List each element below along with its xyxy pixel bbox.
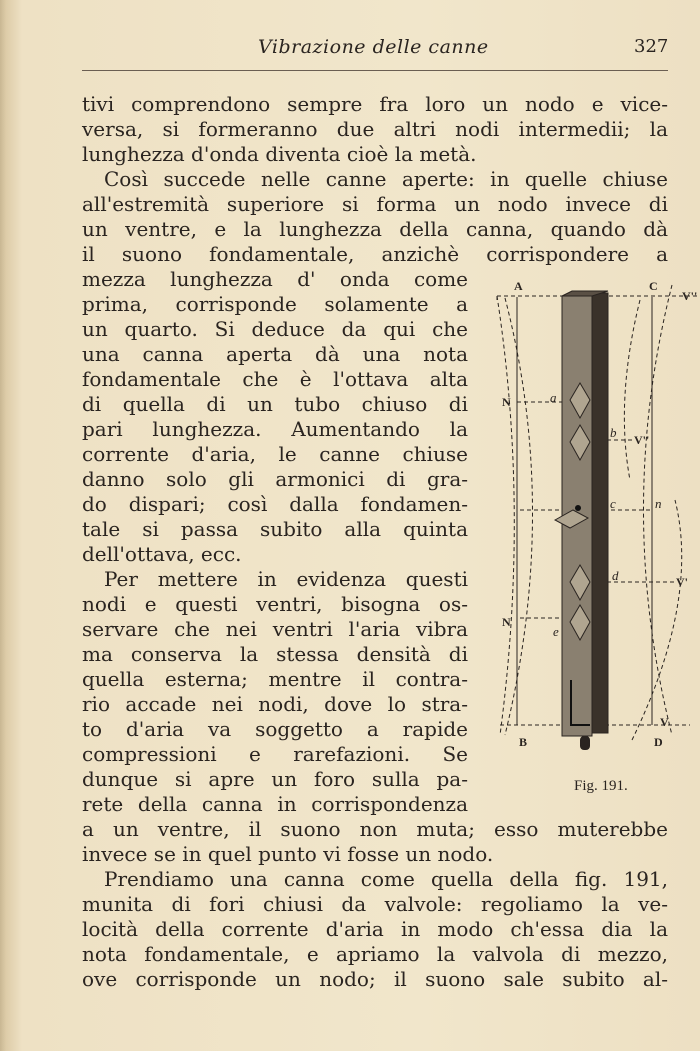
label-a: a <box>550 390 557 405</box>
label-D: D <box>654 735 663 749</box>
label-e: e <box>553 624 559 639</box>
text-line: rio accade nei nodi, dove lo stra- <box>82 692 468 716</box>
text-line: una canna aperta dà una nota <box>82 342 468 366</box>
text-line: Per mettere in evidenza questi <box>104 567 468 591</box>
text-line: to d'aria va soggetto a rapide <box>82 717 468 741</box>
label-V-prime: V' <box>676 575 688 589</box>
text-line: rete della canna in corrispondenza <box>82 792 468 816</box>
text-line: nota fondamentale, e apriamo la valvola di mezzo, <box>82 942 668 966</box>
text-line: nodi e questi ventri, bisogna os- <box>82 592 468 616</box>
node-curve <box>505 298 533 735</box>
label-d: d <box>612 568 619 583</box>
text-line: servare che nei ventri l'aria vibra <box>82 617 468 641</box>
text-line: un ventre, e la lunghezza della canna, quando dà <box>82 217 668 241</box>
label-c: c <box>610 496 616 511</box>
text-line: danno solo gli armonici di gra- <box>82 467 468 491</box>
label-B: B <box>519 735 528 749</box>
text-line: tivi comprendono sempre fra loro un nodo e vice- <box>82 92 668 116</box>
text-line: dunque si apre un foro sulla pa- <box>82 767 468 791</box>
label-A: A <box>514 279 523 293</box>
label-b: b <box>610 425 617 440</box>
label-N-upper: N <box>502 395 511 409</box>
text-line: pari lunghezza. Aumentando la <box>82 417 468 441</box>
page-number: 327 <box>634 36 669 57</box>
text-line: do dispari; così dalla fondamen- <box>82 492 468 516</box>
organ-pipe <box>555 291 608 750</box>
text-line: Prendiamo una canna come quella della fig. 191, <box>104 867 668 891</box>
text-line: corrente d'aria, le canne chiuse <box>82 442 468 466</box>
figure-caption: Fig. 191. <box>574 778 628 794</box>
label-C: C <box>649 279 658 293</box>
text-line: tale si passa subito alla quinta <box>82 517 468 541</box>
text-line: quella esterna; mentre il contra- <box>82 667 468 691</box>
text-line: dell'ottava, ecc. <box>82 542 242 566</box>
text-line: il suono fondamentale, anzichè corrispondere a <box>82 242 668 266</box>
text-line: un quarto. Si deduce da qui che <box>82 317 468 341</box>
text-line: a un ventre, il suono non muta; esso muterebbe <box>82 817 668 841</box>
text-line: lunghezza d'onda diventa cioè la metà. <box>82 142 477 166</box>
text-line: di quella di un tubo chiuso di <box>82 392 468 416</box>
text-line: munita di fori chiusi da valvole: regoliamo la ve- <box>82 892 668 916</box>
text-line: mezza lunghezza d' onda come <box>82 267 468 291</box>
text-line: Così succede nelle canne aperte: in quelle chiuse <box>104 167 668 191</box>
running-header: Vibrazione delle canne <box>258 36 489 58</box>
text-line: ove corrisponde un nodo; il suono sale subito al- <box>82 967 668 991</box>
label-V-double: V'' <box>634 433 650 447</box>
label-V-double-top: V'' <box>682 289 698 303</box>
text-line: invece se in quel punto vi fosse un nodo. <box>82 842 494 866</box>
text-line: all'estremità superiore si forma un nodo invece di <box>82 192 668 216</box>
text-line: compressioni e rarefazioni. Se <box>82 742 468 766</box>
text-line: prima, corrisponde solamente a <box>82 292 468 316</box>
label-N-lower: N <box>502 615 511 629</box>
label-n: n <box>655 496 662 511</box>
text-line: versa, si formeranno due altri nodi intermedii; la <box>82 117 668 141</box>
text-line: fondamentale che è l'ottava alta <box>82 367 468 391</box>
text-line: ma conserva la stessa densità di <box>82 642 468 666</box>
label-V: V <box>660 715 669 729</box>
text-line: locità della corrente d'aria in modo ch'essa dia la <box>82 917 668 941</box>
